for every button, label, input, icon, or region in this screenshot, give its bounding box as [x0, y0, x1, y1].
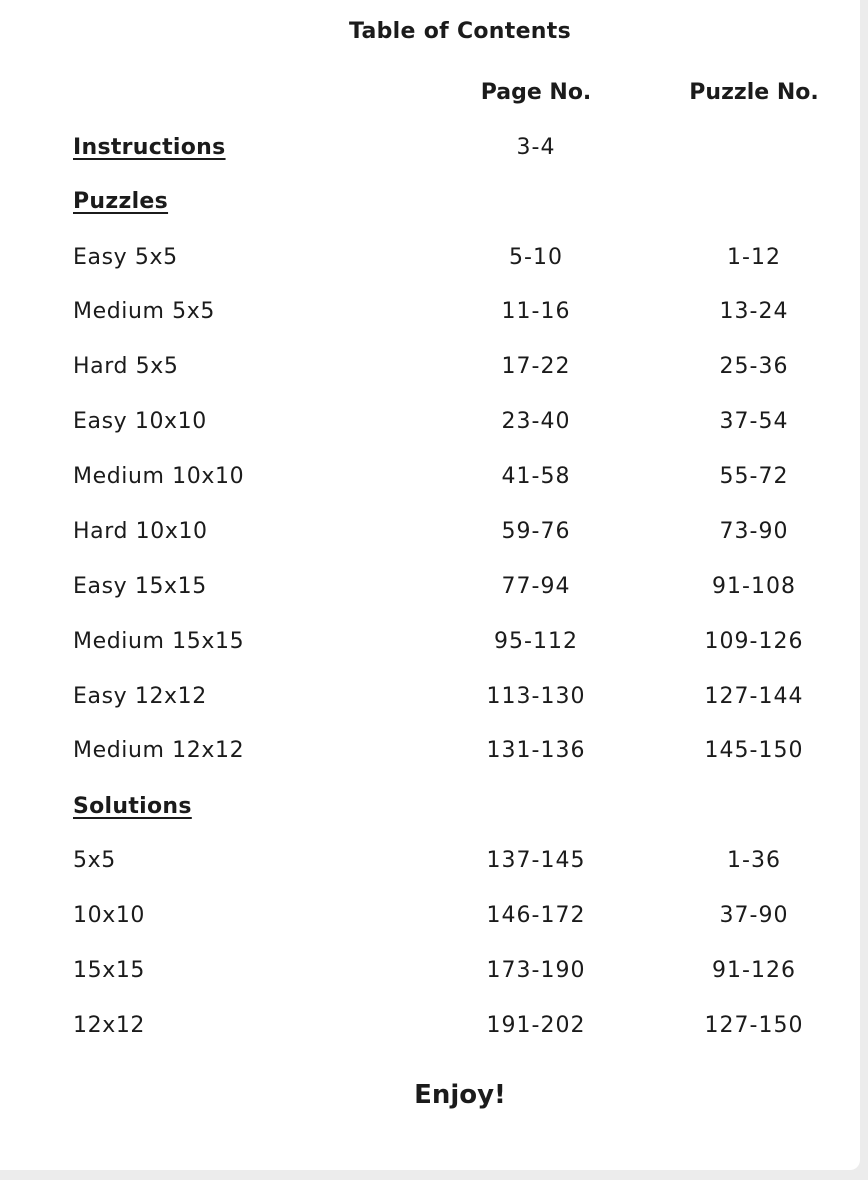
toc-row — [0, 958, 860, 988]
toc-page-range: 131-136 — [486, 738, 586, 763]
puzzle-no-header: Puzzle No. — [689, 80, 819, 105]
toc-puzzle-range: 13-24 — [719, 299, 789, 324]
toc-entry-label: Hard 10x10 — [73, 519, 208, 544]
toc-puzzle-range: 145-150 — [704, 738, 804, 763]
toc-row — [0, 903, 860, 933]
toc-entry-label: 12x12 — [73, 1013, 146, 1038]
toc-page-range: 5-10 — [509, 245, 563, 270]
toc-puzzle-range: 91-108 — [712, 574, 796, 599]
toc-entry-label: Easy 5x5 — [73, 245, 178, 270]
toc-puzzle-range: 37-54 — [719, 409, 789, 434]
toc-page-range: 23-40 — [501, 409, 571, 434]
toc-page-range: 41-58 — [501, 464, 571, 489]
toc-row — [0, 409, 860, 439]
toc-page-range: 113-130 — [486, 684, 586, 709]
toc-row — [0, 245, 860, 275]
toc-page-range: 173-190 — [486, 958, 586, 983]
toc-row — [0, 848, 860, 878]
toc-row — [0, 519, 860, 549]
toc-puzzle-range: 25-36 — [719, 354, 789, 379]
toc-row — [0, 1013, 860, 1043]
toc-entry-label: 15x15 — [73, 958, 146, 983]
toc-section-label: Puzzles — [73, 189, 169, 214]
toc-entry-label: 5x5 — [73, 848, 116, 873]
toc-row — [0, 354, 860, 384]
footer-enjoy: Enjoy! — [414, 1080, 506, 1110]
toc-page-range: 146-172 — [486, 903, 586, 928]
toc-section-label: Instructions — [73, 135, 226, 160]
toc-page-range: 137-145 — [486, 848, 586, 873]
toc-row-solutions — [0, 794, 860, 824]
toc-entry-label: 10x10 — [73, 903, 146, 928]
toc-page-range: 95-112 — [494, 629, 578, 654]
toc-entry-label: Hard 5x5 — [73, 354, 179, 379]
page-no-header: Page No. — [480, 80, 592, 105]
toc-row-instructions — [0, 135, 860, 165]
toc-page-range: 11-16 — [501, 299, 571, 324]
toc-row — [0, 464, 860, 494]
toc-puzzle-range: 37-90 — [719, 903, 789, 928]
toc-entry-label: Medium 15x15 — [73, 629, 245, 654]
toc-entry-label: Medium 12x12 — [73, 738, 245, 763]
toc-row-puzzles — [0, 189, 860, 219]
toc-puzzle-range: 1-36 — [727, 848, 781, 873]
toc-entry-label: Easy 15x15 — [73, 574, 207, 599]
toc-puzzle-range: 127-150 — [704, 1013, 804, 1038]
toc-puzzle-range: 1-12 — [727, 245, 781, 270]
toc-puzzle-range: 73-90 — [719, 519, 789, 544]
toc-puzzle-range: 127-144 — [704, 684, 804, 709]
toc-puzzle-range: 109-126 — [704, 629, 804, 654]
toc-row — [0, 574, 860, 604]
toc-entry-label: Medium 10x10 — [73, 464, 245, 489]
toc-puzzle-range: 55-72 — [719, 464, 789, 489]
toc-row — [0, 629, 860, 659]
page-title: Table of Contents — [349, 19, 571, 44]
toc-entry-label: Easy 10x10 — [73, 409, 207, 434]
toc-puzzle-range: 91-126 — [712, 958, 796, 983]
toc-row — [0, 684, 860, 714]
toc-entry-label: Easy 12x12 — [73, 684, 207, 709]
toc-page-range: 191-202 — [486, 1013, 586, 1038]
toc-entry-label: Medium 5x5 — [73, 299, 215, 324]
toc-row — [0, 738, 860, 768]
toc-page-range: 59-76 — [501, 519, 571, 544]
toc-page-range: 77-94 — [501, 574, 571, 599]
toc-page-range: 3-4 — [516, 135, 556, 160]
toc-row — [0, 299, 860, 329]
toc-section-label: Solutions — [73, 794, 192, 819]
toc-page-range: 17-22 — [501, 354, 571, 379]
